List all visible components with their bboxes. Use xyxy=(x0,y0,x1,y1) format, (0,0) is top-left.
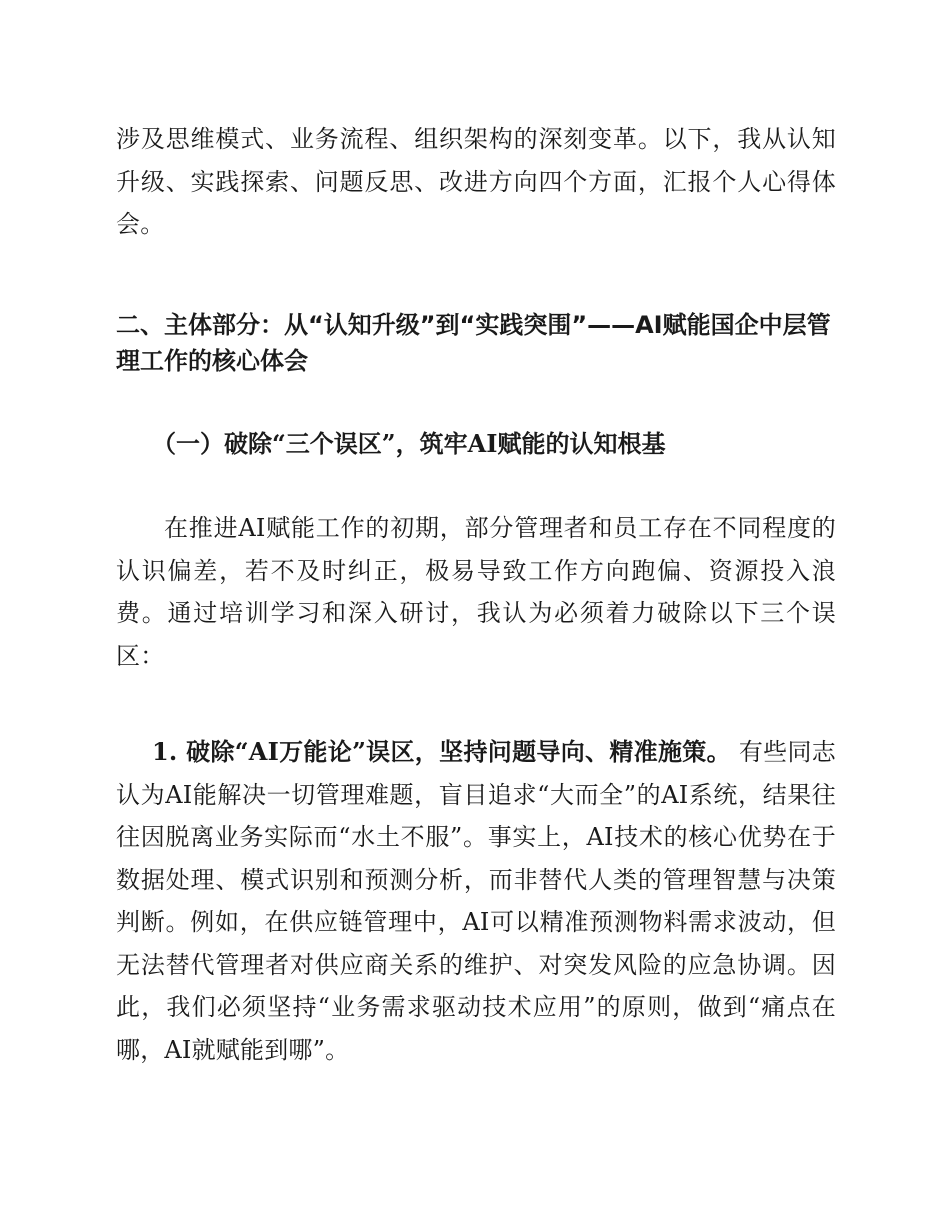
section-heading: 二、主体部分：从“认知升级”到“实践突围”——AI赋能国企中层管理工作的核心体会 xyxy=(116,311,831,375)
point-paragraph xyxy=(116,731,836,1071)
point-body: 有些同志认为AI能解决一切管理难题，盲目追求“大而全”的AI系统，结果往往因脱离业务实际而“水土不服”。事实上，AI技术的核心优势在于数据处理、模式识别和预测分析，而非替代人类的管理智慧与决策判断。例如，在供应链管理中，AI可以精准预测物料需求波动，但无法替代管理者对供应商关系的维护、对突发风险的应急协调。因此，我们必须坚持“业务需求驱动技术应用”的原则，做到“痛点在哪，AI就赋能到哪”。 xyxy=(116,738,836,1064)
subsection-heading: （一）破除“三个误区”，筑牢AI赋能的认知根基 xyxy=(152,429,666,458)
intro-paragraph: 涉及思维模式、业务流程、组织架构的深刻变革。以下，我从认知升级、实践探索、问题反思、改进方向四个方面，汇报个人心得体会。 xyxy=(116,125,836,238)
subsection-paragraph: 在推进AI赋能工作的初期，部分管理者和员工存在不同程度的认识偏差，若不及时纠正，极易导致工作方向跑偏、资源投入浪费。通过培训学习和深入研讨，我认为必须着力破除以下三个误区： xyxy=(116,514,836,670)
point-lead: 1. 破除“AI万能论”误区，坚持问题导向、精准施策。 xyxy=(152,737,731,766)
